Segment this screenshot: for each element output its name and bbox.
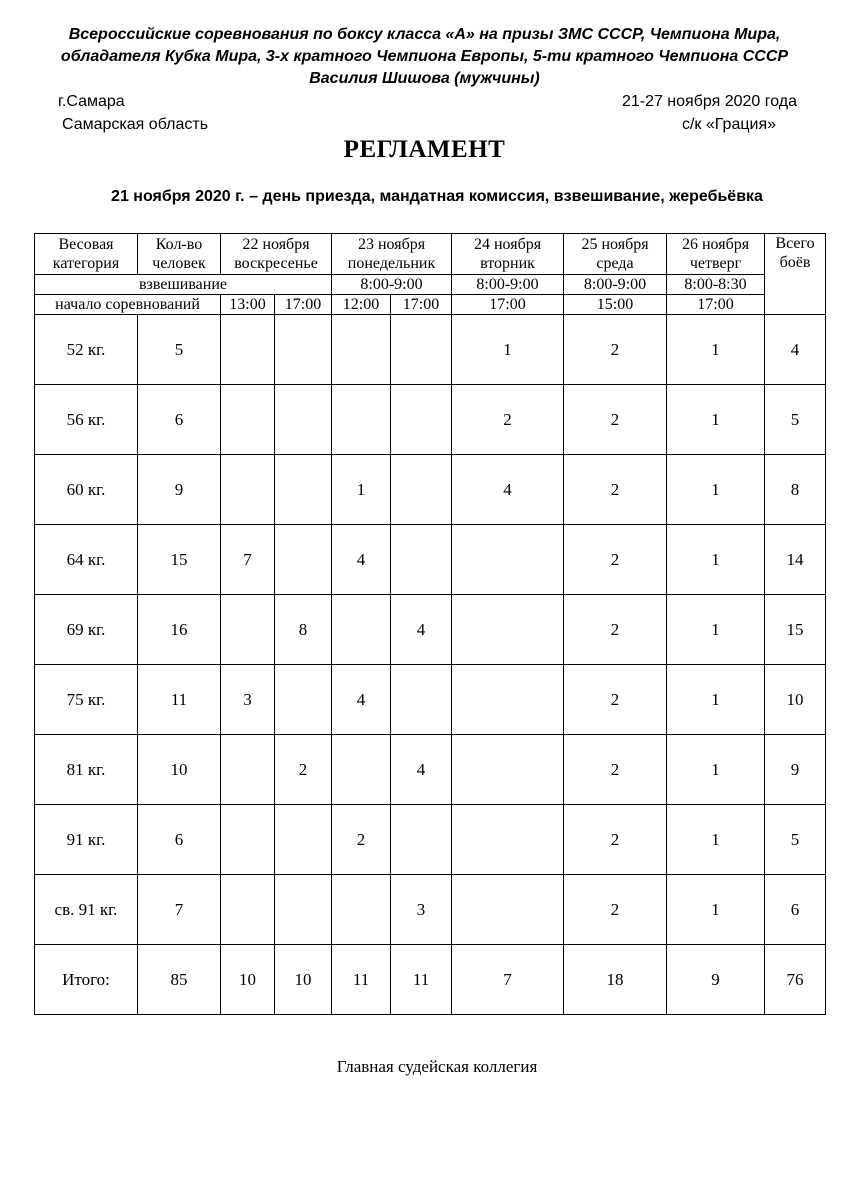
- schedule-table: [34, 233, 826, 1015]
- start-time: 12:00: [332, 295, 391, 315]
- bouts-cell: 3: [391, 875, 452, 945]
- title-line-1: Всероссийские соревнования по боксу класса «А» на призы ЗМС СССР, Чемпиона Мира,: [68, 26, 781, 43]
- city: г.Самара: [58, 93, 125, 110]
- bouts-cell: [332, 315, 391, 385]
- day-header-22: 22 ноября воскресенье: [221, 234, 332, 275]
- bouts-cell: [332, 385, 391, 455]
- bouts-cell: 18: [564, 945, 667, 1015]
- weight-category-cell: 64 кг.: [35, 525, 138, 595]
- bouts-cell: [332, 595, 391, 665]
- total-bouts-cell: 15: [765, 595, 826, 665]
- day-header-23: 23 ноября понедельник: [332, 234, 452, 275]
- total-bouts-cell: 9: [765, 735, 826, 805]
- bouts-cell: 1: [667, 665, 765, 735]
- bouts-cell: 2: [564, 805, 667, 875]
- bouts-cell: 4: [391, 595, 452, 665]
- bouts-cell: 6: [138, 385, 221, 455]
- title-line-2: обладателя Кубка Мира, 3-х кратного Чемпиона Европы, 5-ти кратного Чемпиона СССР: [60, 48, 789, 65]
- bouts-cell: [452, 735, 564, 805]
- bouts-cell: 15: [138, 525, 221, 595]
- bouts-cell: [275, 665, 332, 735]
- bouts-cell: [391, 385, 452, 455]
- table-row: [35, 665, 826, 735]
- start-time: 13:00: [221, 295, 275, 315]
- weight-category-cell: 52 кг.: [35, 315, 138, 385]
- signature: Главная судейская коллегия: [336, 1057, 538, 1076]
- weight-category-cell: Итого:: [35, 945, 138, 1015]
- bouts-cell: 2: [275, 735, 332, 805]
- day-header-26: 26 ноября четверг: [667, 234, 765, 275]
- venue: с/к «Грация»: [681, 116, 776, 133]
- bouts-cell: [275, 525, 332, 595]
- bouts-cell: [275, 385, 332, 455]
- total-bouts-cell: 5: [765, 805, 826, 875]
- bouts-cell: 5: [138, 315, 221, 385]
- bouts-cell: [391, 805, 452, 875]
- bouts-cell: [452, 525, 564, 595]
- bouts-cell: 4: [452, 455, 564, 525]
- weighin-time-24: 8:00-9:00: [452, 275, 564, 295]
- start-time: 17:00: [391, 295, 452, 315]
- bouts-cell: 1: [667, 805, 765, 875]
- bouts-cell: [391, 455, 452, 525]
- bouts-cell: 1: [667, 525, 765, 595]
- bouts-cell: 7: [138, 875, 221, 945]
- bouts-cell: [391, 665, 452, 735]
- start-time: 17:00: [452, 295, 564, 315]
- bouts-cell: [275, 805, 332, 875]
- bouts-cell: 2: [564, 595, 667, 665]
- bouts-cell: [221, 735, 275, 805]
- table-row: [35, 735, 826, 805]
- bouts-cell: 2: [564, 735, 667, 805]
- table-row: [35, 525, 826, 595]
- reglament-heading: РЕГЛАМЕНТ: [343, 136, 506, 163]
- start-label: начало соревнований: [35, 295, 221, 315]
- bouts-cell: 10: [275, 945, 332, 1015]
- bouts-cell: [275, 455, 332, 525]
- bouts-cell: 9: [667, 945, 765, 1015]
- bouts-cell: [221, 805, 275, 875]
- weighin-time-25: 8:00-9:00: [564, 275, 667, 295]
- bouts-cell: 11: [391, 945, 452, 1015]
- bouts-cell: 4: [332, 665, 391, 735]
- bouts-cell: 7: [221, 525, 275, 595]
- header-row: [35, 234, 826, 275]
- weight-header: Весовая категория: [35, 234, 138, 275]
- weight-category-cell: 60 кг.: [35, 455, 138, 525]
- start-time: 15:00: [564, 295, 667, 315]
- bouts-cell: 2: [564, 665, 667, 735]
- bouts-cell: 10: [221, 945, 275, 1015]
- bouts-cell: [452, 665, 564, 735]
- table-row: [35, 875, 826, 945]
- bouts-cell: 1: [667, 875, 765, 945]
- total-bouts-cell: 6: [765, 875, 826, 945]
- count-header: Кол-во человек: [138, 234, 221, 275]
- bouts-cell: 2: [332, 805, 391, 875]
- bouts-cell: [452, 875, 564, 945]
- day-header-25: 25 ноября среда: [564, 234, 667, 275]
- bouts-cell: 2: [564, 525, 667, 595]
- bouts-cell: [391, 525, 452, 595]
- bouts-cell: 2: [564, 385, 667, 455]
- bouts-cell: 1: [667, 385, 765, 455]
- start-row: [35, 295, 826, 315]
- bouts-cell: 10: [138, 735, 221, 805]
- weight-category-cell: св. 91 кг.: [35, 875, 138, 945]
- weight-category-cell: 81 кг.: [35, 735, 138, 805]
- day-header-24: 24 ноября вторник: [452, 234, 564, 275]
- bouts-cell: 11: [138, 665, 221, 735]
- bouts-cell: 11: [332, 945, 391, 1015]
- bouts-cell: 4: [332, 525, 391, 595]
- total-header: Всего боёв: [765, 234, 826, 315]
- weighin-time-23: 8:00-9:00: [332, 275, 452, 295]
- document-title: [40, 24, 809, 90]
- start-time: 17:00: [667, 295, 765, 315]
- total-bouts-cell: 76: [765, 945, 826, 1015]
- start-time: 17:00: [275, 295, 332, 315]
- bouts-cell: [391, 315, 452, 385]
- total-bouts-cell: 14: [765, 525, 826, 595]
- bouts-cell: 1: [452, 315, 564, 385]
- weighin-row: [35, 275, 826, 295]
- bouts-cell: [221, 315, 275, 385]
- bouts-cell: [221, 385, 275, 455]
- weight-category-cell: 69 кг.: [35, 595, 138, 665]
- bouts-cell: [221, 455, 275, 525]
- bouts-cell: 3: [221, 665, 275, 735]
- table-row: [35, 595, 826, 665]
- totals-row: [35, 945, 826, 1015]
- bouts-cell: 2: [564, 315, 667, 385]
- bouts-cell: 2: [564, 455, 667, 525]
- title-line-3: Василия Шишова (мужчины): [309, 70, 540, 87]
- bouts-cell: [332, 875, 391, 945]
- region: Самарская область: [62, 116, 209, 133]
- bouts-cell: 2: [452, 385, 564, 455]
- weight-category-cell: 91 кг.: [35, 805, 138, 875]
- table-row: [35, 315, 826, 385]
- bouts-cell: 7: [452, 945, 564, 1015]
- bouts-cell: 16: [138, 595, 221, 665]
- weight-category-cell: 56 кг.: [35, 385, 138, 455]
- bouts-cell: 1: [667, 735, 765, 805]
- bouts-cell: [221, 875, 275, 945]
- bouts-cell: 85: [138, 945, 221, 1015]
- bouts-cell: 1: [667, 315, 765, 385]
- bouts-cell: [275, 315, 332, 385]
- bouts-cell: 9: [138, 455, 221, 525]
- bouts-cell: 8: [275, 595, 332, 665]
- total-bouts-cell: 10: [765, 665, 826, 735]
- bouts-cell: 2: [564, 875, 667, 945]
- bouts-cell: 6: [138, 805, 221, 875]
- weight-category-cell: 75 кг.: [35, 665, 138, 735]
- weighin-time-26: 8:00-8:30: [667, 275, 765, 295]
- bouts-cell: 1: [332, 455, 391, 525]
- bouts-cell: [332, 735, 391, 805]
- total-bouts-cell: 4: [765, 315, 826, 385]
- bouts-cell: 1: [667, 455, 765, 525]
- bouts-cell: [452, 805, 564, 875]
- table-row: [35, 385, 826, 455]
- total-bouts-cell: 8: [765, 455, 826, 525]
- table-row: [35, 805, 826, 875]
- bouts-cell: 4: [391, 735, 452, 805]
- event-dates: 21-27 ноября 2020 года: [621, 93, 797, 110]
- bouts-cell: 1: [667, 595, 765, 665]
- bouts-cell: [452, 595, 564, 665]
- bouts-cell: [275, 875, 332, 945]
- total-bouts-cell: 5: [765, 385, 826, 455]
- table-row: [35, 455, 826, 525]
- weighin-label: взвешивание: [35, 275, 332, 295]
- bouts-cell: [221, 595, 275, 665]
- arrival-day-note: 21 ноября 2020 г. – день приезда, мандатная комиссия, взвешивание, жеребьёвка: [111, 188, 763, 205]
